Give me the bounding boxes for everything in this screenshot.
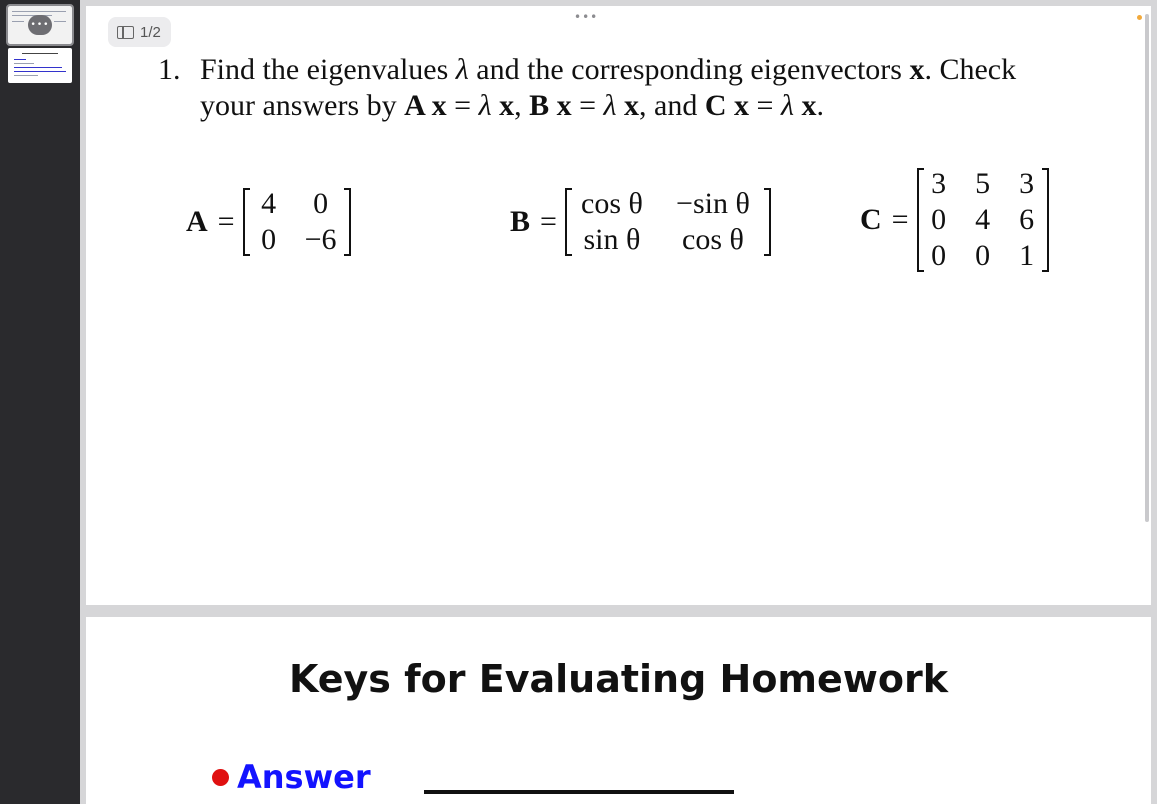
- matrix-c-cell: 3: [1019, 167, 1035, 200]
- matrix-c-cell: 3: [931, 167, 947, 200]
- scrollbar[interactable]: [1145, 14, 1149, 522]
- text: and the corresponding eigenvectors: [468, 53, 910, 86]
- matrix-c-cell: 0: [975, 239, 991, 272]
- sidebar-toggle-icon[interactable]: [117, 26, 134, 39]
- matrix-c-cell: 0: [931, 203, 947, 236]
- text: your answers by: [200, 89, 405, 122]
- matrix-b-label: B: [510, 205, 531, 238]
- matrix-c-cell: 1: [1019, 239, 1035, 272]
- answer-label: Answer: [237, 758, 371, 796]
- text: . Check: [924, 53, 1017, 86]
- matrix-b-cell: sin θ: [583, 223, 641, 256]
- problem-line-2: [200, 88, 824, 124]
- bullet-icon: [212, 769, 229, 786]
- equation-bx: B x: [529, 89, 572, 122]
- text: Find the eigenvalues: [200, 53, 456, 86]
- answer-bullet-item: [212, 758, 371, 796]
- equals: =: [446, 89, 479, 122]
- vector-x: x: [793, 89, 817, 122]
- lambda-symbol: λ: [780, 89, 794, 122]
- matrix-a-cell: 4: [261, 187, 277, 220]
- drag-handle[interactable]: •••: [574, 10, 599, 24]
- equation-ax: A x: [404, 89, 447, 122]
- vector-x: x: [909, 53, 925, 86]
- matrix-c-cell: 0: [931, 239, 947, 272]
- page-1: [86, 6, 1151, 605]
- thumbnail-sidebar: [0, 0, 80, 804]
- matrix-b-cell: cos θ: [581, 187, 643, 220]
- page-indicator[interactable]: [108, 17, 171, 47]
- equals: =: [891, 203, 909, 236]
- matrix-a: [245, 186, 349, 258]
- page-title: Keys for Evaluating Homework: [288, 657, 949, 701]
- matrix-c-equation: [860, 166, 1047, 274]
- matrix-a-cell: 0: [261, 223, 277, 256]
- matrix-c-label: C: [860, 203, 882, 236]
- lambda-symbol: λ: [455, 53, 469, 86]
- equals: =: [540, 205, 557, 238]
- matrix-a-cell: 0: [313, 187, 329, 220]
- text: .: [816, 89, 824, 122]
- page-2: [86, 617, 1151, 804]
- matrix-a-equation: [186, 186, 349, 258]
- status-dot: [1137, 15, 1142, 20]
- lambda-symbol: λ: [478, 89, 492, 122]
- text: , and: [639, 89, 705, 122]
- page-count: 1/2: [140, 23, 161, 41]
- equals: =: [749, 89, 781, 122]
- problem-line-1: [200, 52, 1016, 88]
- matrix-b-cell: −sin θ: [676, 187, 750, 220]
- text: ,: [514, 89, 530, 122]
- matrix-c: [919, 166, 1047, 274]
- problem-number: 1.: [158, 53, 181, 86]
- matrix-b-equation: [510, 186, 769, 258]
- equals: =: [571, 89, 604, 122]
- matrix-a-cell: −6: [304, 223, 337, 256]
- vector-x: x: [616, 89, 640, 122]
- matrix-c-cell: 4: [975, 203, 991, 236]
- matrix-c-cell: 5: [975, 167, 991, 200]
- document-viewer: [80, 0, 1157, 804]
- matrix-b: [567, 186, 769, 258]
- matrix-c-cell: 6: [1019, 203, 1035, 236]
- thumbnail-page-1[interactable]: [8, 6, 72, 44]
- answer-blank-line: [424, 790, 734, 794]
- matrix-a-label: A: [186, 205, 208, 238]
- matrix-b-cell: cos θ: [682, 223, 744, 256]
- equation-cx: C x: [704, 89, 750, 122]
- vector-x: x: [491, 89, 515, 122]
- thumbnail-page-2[interactable]: [8, 48, 72, 83]
- lambda-symbol: λ: [603, 89, 617, 122]
- more-icon[interactable]: •••: [28, 15, 52, 35]
- equals: =: [217, 205, 235, 238]
